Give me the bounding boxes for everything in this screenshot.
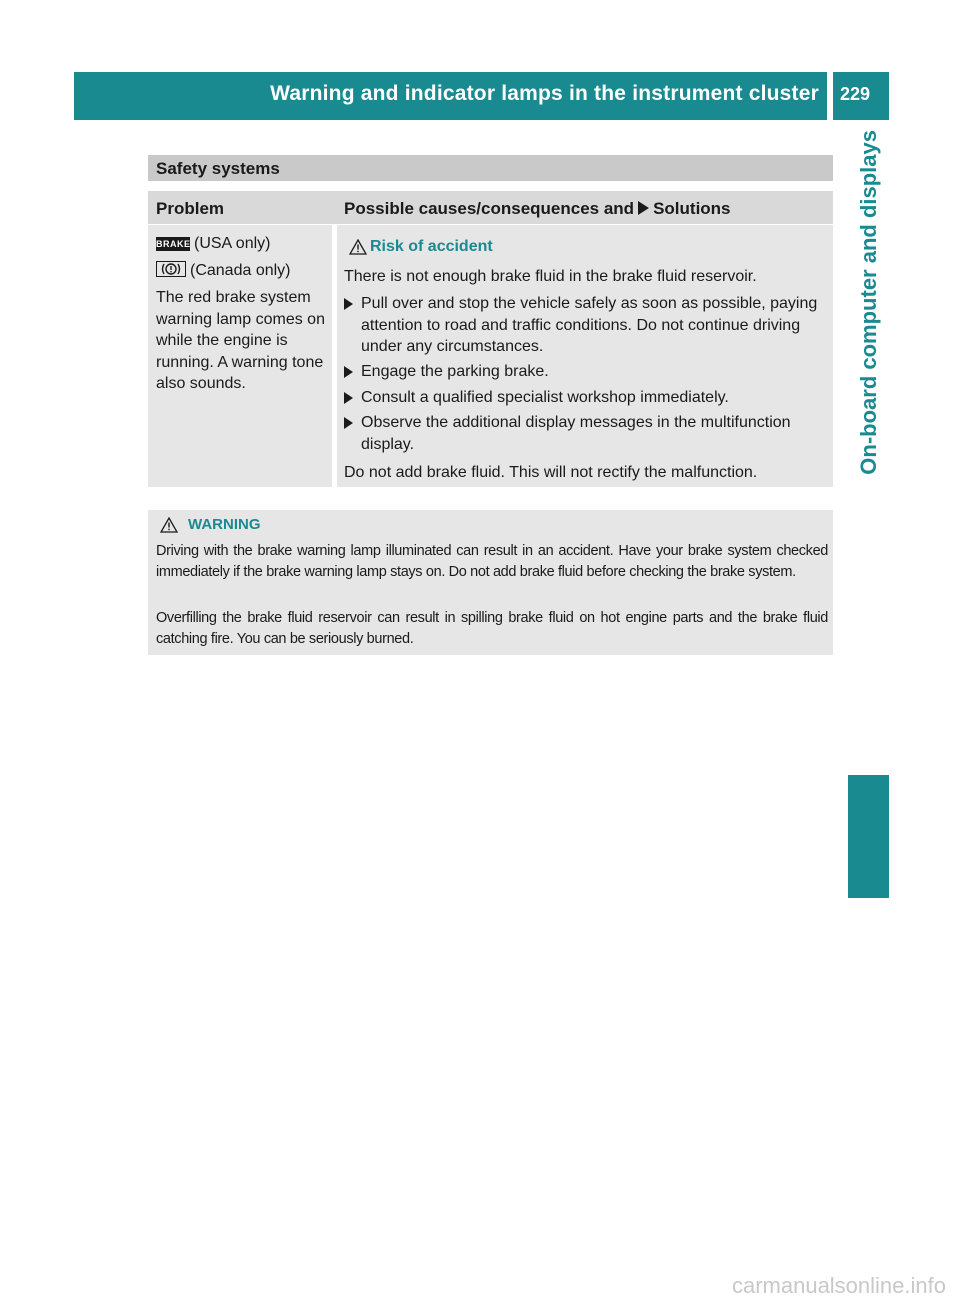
table-header-row	[148, 191, 833, 224]
problem-usa-line	[156, 233, 270, 254]
arrow-right-icon	[344, 298, 353, 310]
solution-intro: There is not enough brake fluid in the brake fluid reservoir.	[344, 268, 757, 285]
page-number: 229	[840, 84, 871, 104]
column-header-solutions-pre: Possible causes/consequences and	[344, 199, 635, 218]
problem-usa-text: (USA only)	[194, 235, 271, 252]
problem-description: The red brake system warning lamp comes on while the engine is running. A warning tone also sounds.	[156, 289, 325, 392]
column-header-solutions	[344, 199, 731, 219]
warning-box	[148, 510, 833, 655]
solution-closing: Do not add brake fluid. This will not rectify the malfunction.	[344, 464, 758, 481]
solution-step: Observe the additional display messages in the multifunction display.	[361, 414, 791, 453]
side-tab-label: On-board computer and displays	[855, 130, 881, 475]
side-tab	[848, 130, 889, 760]
arrow-right-icon	[344, 366, 353, 378]
problem-canada-line	[156, 260, 291, 281]
problem-canada-text: (Canada only)	[190, 262, 291, 279]
warning-triangle-icon	[160, 517, 178, 533]
arrow-right-icon	[344, 417, 353, 429]
solution-cell	[337, 225, 833, 487]
warning-paragraph: Overfilling the brake fluid reservoir can result in spilling brake fluid on hot engine parts and the brake fluid catching fire. You can be seriously burned.	[156, 610, 828, 647]
problem-cell	[148, 225, 332, 487]
brake-circle-icon	[156, 261, 186, 277]
side-tab-marker	[848, 775, 889, 898]
page-header	[74, 72, 827, 120]
warning-title: WARNING	[188, 516, 261, 533]
arrow-right-icon	[638, 201, 649, 215]
watermark: carmanualsonline.info	[731, 1273, 946, 1298]
page-number-box	[833, 72, 889, 120]
risk-heading: Risk of accident	[370, 238, 493, 255]
solution-step: Engage the parking brake.	[361, 363, 549, 380]
page-title: Warning and indicator lamps in the instrument cluster	[270, 82, 819, 105]
solution-step: Consult a qualified specialist workshop immediately.	[361, 389, 729, 406]
solution-step: Pull over and stop the vehicle safely as soon as possible, paying attention to road and traffic conditions. Do not continue driving under any circumstances.	[361, 295, 818, 355]
table-section-title	[148, 155, 833, 181]
brake-warning-icon: BRAKE	[156, 239, 191, 249]
warning-triangle-icon	[349, 239, 367, 255]
arrow-right-icon	[344, 392, 353, 404]
section-title: Safety systems	[156, 159, 280, 178]
column-header-solutions-post: Solutions	[653, 199, 731, 218]
column-header-problem: Problem	[156, 199, 225, 218]
warning-paragraph: Driving with the brake warning lamp illuminated can result in an accident. Have your brake system checked immediately if the brake warning lamp stays on. Do not add brake fluid before checking the brake system.	[156, 543, 828, 580]
